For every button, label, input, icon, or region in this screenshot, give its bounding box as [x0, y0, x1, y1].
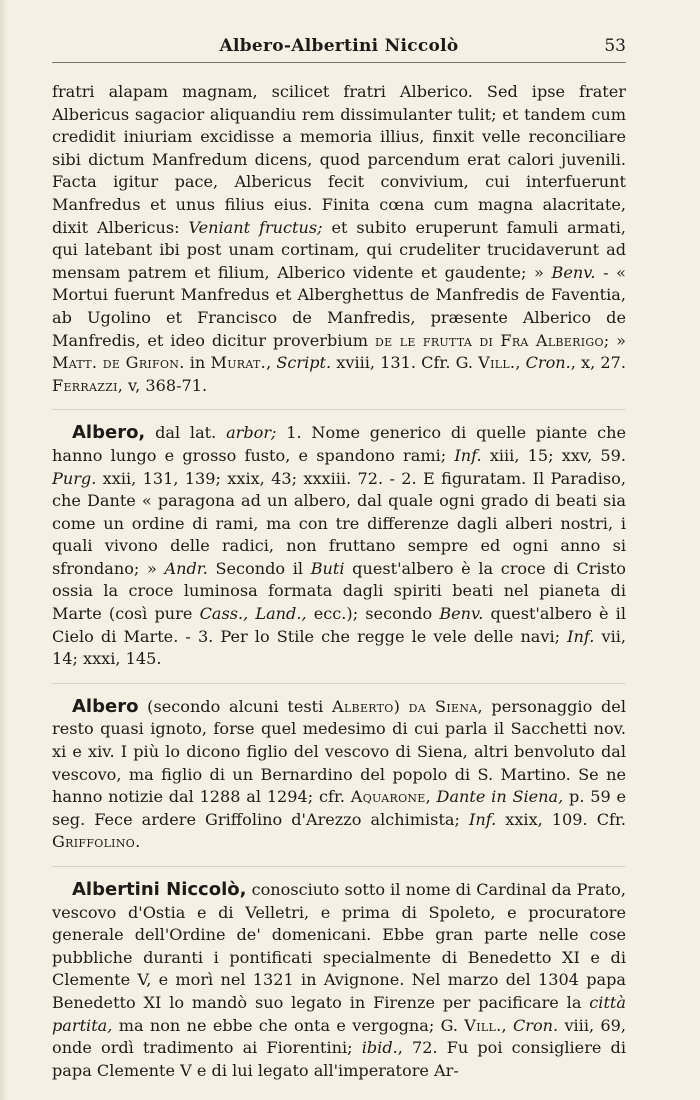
- italic-run: Andr.: [164, 558, 208, 578]
- text-run: xiii, 15; xxv, 59.: [481, 445, 627, 465]
- italic-run: Purg.: [52, 468, 97, 488]
- text-run: xxix, 109. Cfr.: [496, 809, 626, 829]
- page: [52, 36, 626, 1094]
- entry-continuation: [52, 81, 626, 397]
- lemma-heading: Albero,: [72, 422, 146, 444]
- text-run: .: [135, 832, 141, 852]
- italic-run: Inf.: [454, 445, 482, 465]
- italic-run: Cass., Land.,: [199, 604, 307, 624]
- text-run: , x, 27.: [570, 353, 626, 373]
- entry-albero-2: [52, 696, 626, 854]
- smallcaps-run: Murat.: [210, 353, 267, 373]
- lemma-heading: Albero: [72, 695, 139, 717]
- text-run: - « Mortui fuerunt Manfredus et Alberghettus de Manfredis de Faventia, ab Ugolino et Francisco de Manfredis, præsente Alberico de Manfredis, et ideo dicitur proverbium: [52, 262, 626, 350]
- entry-separator: [52, 683, 626, 684]
- text-run: fratri alapam magnam, scilicet fratri Alberico. Sed ipse frater Albericus sagacior aliquandiu rem dissimulanter tulit; et tandem cum credidit iniuriam excidisse a memoria illius, finxit velle reconciliare sibi dictum Manfredum dicens, quod parcendum erat calori juvenili. Facta igitur pace, Albericus fecit convivium, cui interfuerunt Manfredus et unus filius eius. Finita cœna cum magna alacritate, dixit Albericus:: [52, 82, 626, 237]
- text-run: , 72. Fu poi consigliere di papa Clemente V e di lui legato all'imperatore Ar-: [52, 1038, 626, 1080]
- text-run: xxii, 131, 139; xxix, 43; xxxiii. 72. - 2. E figuratam. Il Paradiso, che Dante « paragona ad un albero, dal quale ogni grado di beati sia come un ordine di rami, ma con tre differenze dagli alberi nostri, i quali vivono delle radici, non fruttano sempre ed ogni anno si sfrondano; »: [52, 468, 626, 578]
- entry-albero-1: [52, 422, 626, 671]
- italic-run: Inf.: [468, 809, 497, 829]
- text-run: , personaggio del resto quasi ignoto, forse quel medesimo di cui parla il Sacchetti nov. xi e xiv. I più lo dicono figlio del vescovo di Siena, altri benvoluto dal vescovo, ma figlio di un Bernardino del popolo di S. Martino. Se ne hanno notizie dal 1288 al 1294; cfr.: [52, 696, 626, 807]
- text-run: , v, 368-71.: [117, 375, 208, 395]
- smallcaps-run: Matt. de Grifon.: [52, 353, 185, 373]
- smallcaps-run: Vill.: [464, 1015, 502, 1035]
- text-run: dal lat.: [145, 423, 227, 443]
- text-run: ): [393, 696, 409, 716]
- text-run: quest'albero è la croce di Cristo ossia la croce luminosa formata dagli spiriti beati nel pianeta di Marte (così pure: [52, 558, 626, 624]
- text-run: xviii, 131. Cfr. G.: [331, 353, 479, 373]
- smallcaps-run: Vill.: [478, 353, 516, 373]
- text-run: ecc.); secondo: [306, 604, 440, 624]
- smallcaps-run: Alberto: [332, 696, 394, 716]
- running-title: Albero-Albertini Niccolò: [219, 36, 459, 56]
- text-run: ,: [425, 787, 437, 807]
- text-run: conosciuto sotto il nome di Cardinal da Prato, vescovo d'Ostia e di Velletri, e prima di Spoleto, e procuratore generale dell'Ordine de' domenicani. Ebbe gran parte nelle cose pubbliche duranti i pontificati specialmente di Benedetto XI e di Clemente V, e morì nel 1321 in Avignone. Nel marzo del 1304 papa Benedetto XI lo mandò suo legato in Firenze per pacificare la: [52, 880, 626, 1012]
- text-run: vii, 14; xxxi, 145.: [52, 626, 626, 669]
- entry-separator: [52, 866, 626, 867]
- italic-run: Benv.: [551, 262, 596, 282]
- smallcaps-run: de le frutta di Fra Alberigo: [375, 330, 604, 350]
- header-rule: [52, 62, 626, 63]
- smallcaps-run: Griffolino: [52, 832, 136, 852]
- text-run: ; »: [603, 330, 626, 350]
- italic-run: Cron.: [512, 1015, 559, 1035]
- body-text: [52, 81, 626, 1082]
- page-number: 53: [604, 36, 626, 56]
- text-run: ma non ne ebbe che onta e vergogna; G.: [112, 1015, 465, 1035]
- text-run: (secondo alcuni testi: [138, 696, 333, 716]
- text-run: p. 59 e seg. Fece ardere Griffolino d'Arezzo alchimista;: [52, 787, 626, 829]
- text-run: et subito eruperunt famuli armati, qui latebant ibi post unam cortinam, qui crudeliter trucidaverunt ad mensam patrem et filium, Alberico vidente et gaudente; »: [52, 217, 626, 282]
- italic-run: arbor;: [226, 423, 277, 443]
- smallcaps-run: da Siena: [408, 696, 478, 716]
- text-run: 1. Nome generico di quelle piante che hanno lungo e grosso fusto, e spandono rami;: [52, 423, 627, 465]
- italic-run: Veniant fructus;: [188, 217, 323, 237]
- italic-run: ibid.: [361, 1038, 398, 1058]
- smallcaps-run: Aquarone: [350, 787, 426, 807]
- text-run: viii, 69, onde ordì tradimento ai Fiorentini;: [52, 1015, 626, 1058]
- text-run: ,: [501, 1015, 513, 1035]
- italic-run: Cron.: [525, 353, 571, 373]
- italic-run: Dante in Siena,: [436, 787, 564, 807]
- italic-run: Buti: [310, 558, 345, 578]
- entry-separator: [52, 409, 626, 410]
- text-run: Secondo il: [207, 558, 311, 578]
- italic-run: città partita,: [52, 992, 626, 1035]
- italic-run: Script.: [276, 353, 332, 373]
- italic-run: Inf.: [567, 626, 595, 646]
- page-edge-shadow: [0, 0, 8, 1100]
- text-run: ,: [266, 353, 277, 373]
- text-run: ,: [515, 353, 526, 373]
- smallcaps-run: Ferrazzi: [52, 375, 118, 395]
- italic-run: Benv.: [439, 604, 484, 624]
- text-run: quest'albero è il Cielo di Marte. - 3. Per lo Stile che regge le vele delle navi;: [52, 604, 626, 646]
- entry-albertini-niccolo: [52, 879, 626, 1082]
- lemma-heading: Albertini Niccolò,: [72, 879, 247, 900]
- running-header: [52, 36, 626, 62]
- text-run: in: [184, 353, 211, 373]
